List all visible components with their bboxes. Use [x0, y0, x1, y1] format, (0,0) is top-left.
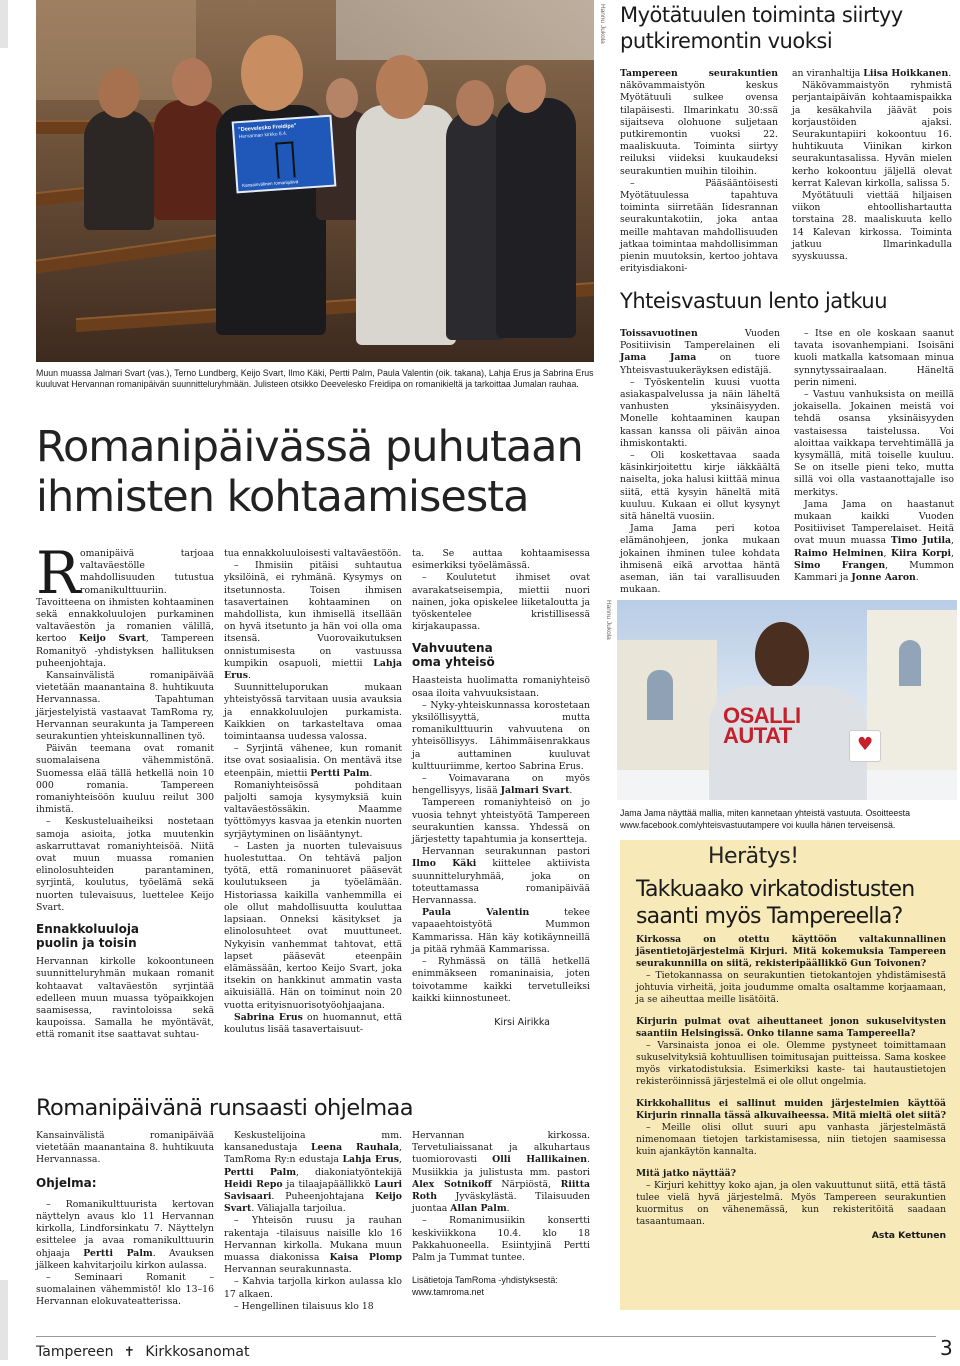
jama-jama-photo — [617, 600, 957, 800]
subheading: Vahvuutena oma yhteisö — [412, 641, 495, 670]
paragraph: Paula Valentin tekee vapaaehtoistyötä Mummon Kammarissa. Hän käy kotikäynneillä ja pitää ryhmää Kammarissa. — [412, 907, 590, 955]
author-byline: Kirsi Airikka — [494, 1016, 550, 1028]
footer-brand — [36, 1344, 249, 1360]
question: Mitä jatko näyttää? — [636, 1168, 737, 1179]
paragraph: Tampereen seurakuntien näkövammaistyön keskus Myötätuuli sulkee ovensa tilapäisesti. Ilmarinkatu 30:ssä sijaitseva olohuone suljetaan putkiremontin vuoksi 22. maaliskuuta. Toiminta siirtyy reiluksi viideksi kuukaudeksi seurakuntien muihin tiloihin. — [620, 68, 778, 177]
vest-text-line2: AUTAT — [723, 723, 792, 748]
page-number: 3 — [940, 1336, 953, 1360]
paragraph: Myötätuuli viettää hiljaisen viikon ehtoollishartautta torstaina 28. maaliskuuta kello 14 Kalevan kirkossa. Toiminta jatkuu Ilmarinkadulla syyskuussa. — [792, 190, 952, 263]
program-item: – Hengellinen tilaisuus klo 18 — [234, 1300, 374, 1312]
program-item: – Kahvia tarjolla kirkon aulassa klo 17 alkaen. — [224, 1276, 402, 1300]
paragraph: – Syrjintä vähenee, kun romanit itse ovat sosiaalisia. On mentävä itse eteenpäin, miettii Pertti Palm. — [224, 743, 402, 779]
responsibility-headline: Yhteisvastuun lento jatkuu — [620, 289, 888, 313]
program-link[interactable]: www.tamroma.net — [412, 1287, 485, 1298]
photo-credit: Hannu Jukola — [605, 600, 612, 640]
paragraph: Hervannan seurakunnan pastori Ilmo Käki kiittelee aktiivista suunnitteluryhmää, joka on toteuttamassa romanipäivää Hervannassa. — [412, 846, 590, 907]
program-intro: Kansainvälistä romanipäivää vietetään maanantaina 8. huhtikuuta Hervannassa. — [36, 1130, 214, 1166]
paragraph: – Keskusteluaiheiksi nostetaan samoja asioita, jotka muutenkin askarruttavat romaniyhteisöä. Niitä ovat muun muassa romanien elinolosuhteiden parantaminen, syrjintä, koulutus, työelämä sekä nuorten tulevaisuus, luettelee Keijo Svart. — [36, 816, 214, 913]
poster-date: Hervannan kirkko 8.4. — [238, 130, 288, 141]
side-col2 — [792, 68, 952, 263]
heratys-headline: Takkuaako virkatodistusten saanti myös Tampereella? — [636, 877, 915, 929]
jama-jama-vest — [709, 686, 867, 800]
paragraph: – Itse en ole koskaan saanut tavata isovanhempiani. Isoisäni kuoli matkalla katsomaan minua synnytyssairaalaan. Häneltä perin nimeni. — [794, 328, 954, 388]
responsibility-col2 — [794, 328, 954, 584]
paragraph: – Meille olisi ollut suuri apu vanhasta järjestelmästä nimenomaan tietojen tarkistamisessa, niin tietojen saamisessa kuin ajankäytön kannalta. — [636, 1122, 946, 1157]
paragraph: ta. Se auttaa kohtaamisessa esimerkiksi työelämässä. — [412, 548, 590, 572]
paragraph: – Pääsääntöisesti Myötätuulessa tapahtuva toiminta siirretään Iidesrannan seurakuntakotiin, joka antaa meille mahtavan mahdollisuuden jatkaa toimintaa mahdollisimman pienin muutoksin, kertoo johtava erityisdiakoni- — [620, 177, 778, 275]
vest-text — [723, 703, 801, 748]
main-headline-line2: ihmisten kohtaamisesta — [36, 472, 529, 522]
paragraph: Sabrina Erus on huomannut, että koulutus lisää tasavertaisuut- — [224, 1011, 402, 1035]
paragraph: – Oli koskettavaa saada käsinkirjoitettu kirje iäkkäältä naiselta, joka halusi kiittää minua siitä, että kysyin häneltä mitä kuuluu. Kukaan ei ollut kysynyt sitä häneltä vuosiin. — [620, 450, 780, 523]
author-byline: Asta Kettunen — [871, 1230, 946, 1241]
heratys-kicker: Herätys! — [708, 844, 799, 869]
main-article-col3 — [412, 548, 590, 1029]
person-head — [376, 55, 428, 119]
main-article-col2 — [224, 548, 402, 1036]
person — [356, 105, 456, 345]
brand-kirkkosanomat: Kirkkosanomat — [145, 1344, 250, 1360]
heart-logo — [849, 730, 881, 762]
side-col1 — [620, 68, 778, 275]
program-item: – Romanimusiikin konsertti keskiviikkona 10.4. klo 18 Pakkahuoneella. Esiintyjinä Pertti Palm ja Tummat tuntee. — [412, 1215, 590, 1264]
paragraph: Jama Jama peri kotoa elämänohjeen, jonka mukaan jokainen ihminen tulee kohdata ihmisenä eikä arvottaa häntä aseman, iän tai varallisuuden mukaan. — [620, 523, 780, 596]
program-col2 — [224, 1130, 402, 1313]
paragraph: Suunnitteluporukan mukaan yhteistyössä tarvitaan uusia avauksia ja ennakkoluulojen purkamista. Kaikkien on tarkasteltava omaa toimintaansa uudessa valossa. — [224, 682, 402, 743]
brand-tampereen: Tampereen — [36, 1344, 114, 1360]
paragraph: – Koulutetut ihmiset ovat avarakatseisempia, miettii nuori nainen, joka opiskelee liiketaloutta ja työskentelee kristillisessä kirjakaupassa. — [412, 572, 590, 633]
edge-mark — [0, 0, 8, 48]
person-head — [98, 68, 140, 118]
heart-icon: ♥ — [857, 734, 874, 755]
person-head — [241, 35, 303, 111]
edge-mark — [0, 1280, 8, 1360]
side-headline-line2: putkiremontin vuoksi — [620, 29, 833, 53]
paragraph: an viranhaltija Liisa Hoikkanen. — [792, 68, 952, 79]
church-window — [336, 0, 594, 60]
paragraph: – Varsinaista jonoa ei ole. Olemme pystyneet toimittamaan sukuselvityksiä kohtuullisen toimitusajan puitteissa. Sama koskee myös virkatodistuksia. Esimerkiksi kaste- tai hautaustietojen rekisteröinnissä järjestelmä ei ole ollut ongelmia. — [636, 1040, 946, 1087]
main-article-col1 — [36, 539, 215, 1042]
person — [496, 98, 576, 338]
paragraph: – Vastuu vanhuksista on meillä jokaisella. Jokainen meistä voi tehdä osansa yksinäisyyden vastaisessa taistelussa. Voi aloittaa vaikkapa tervehtimällä ja kysymällä, mitä toiselle kuuluu. Se on itselle pieni teko, mutta sillä voi olla vastaanottajalle iso merkitys. — [794, 389, 954, 498]
program-col1 — [36, 1130, 214, 1309]
paragraph: Kansainvälistä romanipäivää vietetään maanantaina 8. huhtikuuta Hervannassa. Tapahtuman järjestelyistä vastaavat TamRoma ry, Hervannan seurakunta ja Tampereen seurakuntien yhteiskunnallinen työ. — [36, 670, 214, 743]
photo-caption: Muun muassa Jalmari Svart (vas.), Terno Lundberg, Keijo Svart, Ilmo Käki, Pertti Palm, Paula Valentin (oik. takana), Lahja Erus ja Sabrina Erus kuuluvat Hervannan romanipäivän suunnitteluryhmään. Julisteen otsikko Deevelesko Freidipa on romanikieltä ja tarkoittaa Jumalan rauhaa. — [36, 368, 594, 390]
side-headline — [620, 2, 960, 54]
program-info: Lisätietoja TamRoma -yhdistyksestä: — [412, 1275, 558, 1286]
vest-text-line1: OSALLI — [723, 703, 801, 728]
responsibility-col1 — [620, 328, 780, 596]
paragraph: Päivän teemana ovat romanit suomalaisena vähemmistönä. Suomessa elää tällä hetkellä noin 10 000 romania. Tampereen romaniyhteisöön kuuluu reilut 300 ihmistä. — [36, 743, 214, 816]
photo-credit: Hannu Jukola — [599, 4, 606, 44]
subheading: Ennakkoluuloja puolin ja toisin — [36, 922, 140, 951]
person-head — [326, 78, 358, 118]
paragraph: Haasteista huolimatta romaniyhteisö osaa iloita vahvuuksistaan. — [412, 675, 590, 699]
paragraph: Romaniyhteisössä pohditaan paljolti samoja kysymyksiä kuin valtaväestössäkin. Maamme työttömyys kasvaa ja etenkin nuorten syrjäytyminen on lisääntynyt. — [224, 779, 402, 840]
program-col3 — [412, 1130, 590, 1299]
church-window — [647, 670, 673, 720]
paragraph: Näkövammaistyön ryhmistä perjantaipäivän kohtaamispaikka ja kesäkahvila jäävät pois korjaustöiden ajaksi. Seurakuntapiiri kokoontuu 16. huhtikuuta Viinikan kirkon seurakuntasalissa. Hyvän mielen kerho kokoontuu jäljellä olevat kerrat Kalevan kirkolla, salissa 5. — [792, 80, 952, 189]
program-item: Hervannan kirkossa. Tervetuliaissanat ja alkuhartaus tuomiorovasti Olli Hallikainen. Musiikkia ja julistusta mm. pastori Alex Sotnikoff Närpiöstä, Riitta Roth Jyväskylästä. Tilaisuuden juontaa Allan Palm. — [412, 1130, 591, 1215]
footer-rule — [36, 1336, 936, 1337]
cross-icon: ✝ — [123, 1345, 135, 1360]
paragraph: Tampereen romaniyhteisö on jo vuosia tehnyt yhteistyötä Tampereen seurakuntien kanssa. Yhdessä on järjestetty tapahtumia ja konsertteja. — [412, 797, 590, 846]
question: Kirkkohallitus ei sallinut muiden järjestelmien käyttöä Kirjurin rinnalla tässä alkuvaiheessa. Mitä mieltä olet siitä? — [636, 1098, 946, 1121]
poster — [232, 115, 337, 194]
paragraph: – Työskentelin kuusi vuotta asiakaspalvelussa ja näin läheltä vanhusten yksinäisyyden. Monelle kohtaaminen kaupan kassan kanssa oli päivän ainoa ihmiskontakti. — [620, 376, 780, 449]
poster-title: "Deevelesko Freidipa" — [238, 123, 297, 134]
person-head — [456, 80, 494, 126]
heratys-text — [636, 934, 946, 1242]
program-item: – Yhteisön ruusu ja rauhan rakentaja -tilaisuus naisille klo 16 Hervannan kirkolla. Mukana muun muassa diakonissa Kaisa Plomp Hervannan seurakunnasta. — [224, 1215, 402, 1276]
person-head — [172, 58, 212, 106]
jama-jama-caption: Jama Jama näyttää mallia, miten kannetaan yhteistä vastuuta. Osoitteesta www.facebook.com/yhteisvastuutampere voi kuulla hänen terveisensä. — [620, 808, 910, 830]
program-label: Ohjelma: — [36, 1175, 97, 1190]
paragraph: – Voimavarana on myös hengellisyys, lisää Jalmari Svart. — [412, 773, 590, 797]
paragraph: Jama Jama on haastanut mukaan kaikki Vuoden Positiiviset Tamperelaiset. Heitä ovat muun muassa Timo Jutila, Raimo Helminen, Kiira Korpi, Simo Frangen, Mummon Kammari ja Jonne Aaron. — [794, 498, 954, 584]
paragraph: – Ryhmässä on tällä hetkellä enimmäkseen romaninaisia, joten toivotamme kaikki tervetulleiksi kaikki kiinnostuneet. — [412, 956, 590, 1004]
paragraph: – Nyky-yhteiskunnassa korostetaan yksilöllisyyttä, mutta romanikulttuurin vahvuutena on yhteisöllisyys. Lähimmäisenrakkaus ja auttaminen kuuluvat kulttuuriimme, kertoo Sabrina Erus. — [412, 699, 590, 772]
paragraph: – Ihmisiin pitäisi suhtautua yksilöinä, ei ryhmänä. Kysymys on itsetunnosta. Toisen ihmisen tasavertainen kohtaaminen on mahdollista, kun ihmisellä itsellään on hyvä itsetunto ja hän voi olla oma itsensä. Vuorovaikutuksen onnistumisesta on vastuussa kumpikin osapuoli, miettii Lahja Erus. — [224, 560, 402, 682]
program-item: Keskustelijoina mm. kansanedustaja Leena Rauhala, TamRoma Ry:n edustaja Lahja Erus, Pertti Palm, diakoniatyöntekijä Heidi Repo ja tilaajapäällikkö Lauri Savisaari. Puheenjohtajana Keijo Svart. Väliajalla tarjoilua. — [224, 1130, 403, 1215]
heratys-lead: Kirkossa on otettu käyttöön valtakunnallinen jäsentietojärjestelmä Kirjuri. Mitä kokemuksia Tampereen seurakunnilla on siitä, rekisteripäällikkö Gun Toivonen? — [636, 934, 946, 969]
question: Kirjurin pulmat ovat aiheuttaneet jonon sukuselvitysten saantiin Helsingissä. Onko tilanne sama Tampereella? — [636, 1016, 946, 1039]
program-item: – Seminaari Romanit – suomalainen vähemmistö! klo 13–16 Hervannan elokuvateatterissa. — [36, 1272, 214, 1308]
paragraph: – Lasten ja nuorten tulevaisuus huolestuttaa. On tehtävä paljon työtä, että romaninuoret pääsevät koulutukseen ja työelämään. Historiassa kaikilla vanhemmilla ei ole ollut mahdollisuutta kouluttaa lapsiaan. Onneksi käsitykset ja elinolosuhteet ovat muuttuneet. Nykyisin vanhemmat tahtovat, että lapset pääsevät eteenpäin elämässään, kertoo Keijo Svart, joka itsekin on hankkinut ammatin vasta aikuisiällä. Hän on toiminut noin 20 vuotta erityisnuorisotyöohjaajana. — [224, 840, 402, 1011]
romani-group-photo — [36, 0, 594, 362]
paragraph: tua ennakkoluuloisesti valtaväestöön. — [224, 548, 402, 559]
lead-paragraph: omanipäivä tarjoaa valtaväestölle mahdollisuuden tutustua romanikulttuuriin. Tavoitteena on ihmisten kohtaaminen sekä ennakkoluulojen purkaminen valtaväestön ja romanien välillä, kertoo Keijo Svart, Tampereen Romanityö -yhdistyksen hallituksen puheenjohtaja. — [36, 548, 215, 669]
church-window — [899, 640, 921, 686]
jama-jama-head — [755, 622, 809, 688]
poster-subtitle: Kansainvälinen romanipäivä — [241, 179, 299, 188]
poster-graphic — [275, 141, 295, 178]
program-headline: Romanipäivänä runsaasti ohjelmaa — [36, 1095, 413, 1121]
main-headline-line1: Romanipäivässä puhutaan — [36, 422, 583, 472]
paragraph: – Kirjuri kehittyy koko ajan, ja olen vakuuttunut siitä, että tästä tulee vielä hyvä järjestelmä. Myös Tampereen seurakuntien kuormitus on vähenemässä, kun rekisteritöitä saadaan tasaantumaan. — [636, 1180, 946, 1227]
paragraph: – Tietokannassa on seurakuntien tietokantojen yhdistämisestä johtuvia virheitä, joita joudumme omalta osaltamme korjaamaan, ja se aiheuttaa meille lisätöitä. — [636, 970, 946, 1005]
main-headline — [36, 422, 596, 522]
program-item: – Romanikulttuurista kertovan näyttelyn avaus klo 11 Hervannan kirkolla, Lindforsinkatu 7. Näyttelyn esittelee ja avaa romanikulttuurin ohjaaja Pertti Palm. Avauksen jälkeen kahvitarjoilu kirkon aulassa. — [36, 1198, 214, 1271]
person-head — [506, 65, 546, 113]
person — [84, 110, 154, 230]
paragraph: Hervannan kirkolle kokoontuneen suunnitteluryhmän mukaan romanit kohtaavat valtaväestön syrjintää edelleen muun muassa työpaikkojen saamisessa, ravintoloissa sekä kaupoissa. Samalla he myöntävät, että romanit itse saattavat suhtau- — [36, 956, 214, 1041]
paragraph: Toissavuotinen Vuoden Positiivisin Tamperelainen eli Jama Jama on tuore Yhteisvastuukeräyksen edistäjä. — [620, 328, 780, 376]
drop-cap: R — [36, 539, 80, 607]
side-headline-line1: Myötätuulen toiminta siirtyy — [620, 3, 903, 27]
